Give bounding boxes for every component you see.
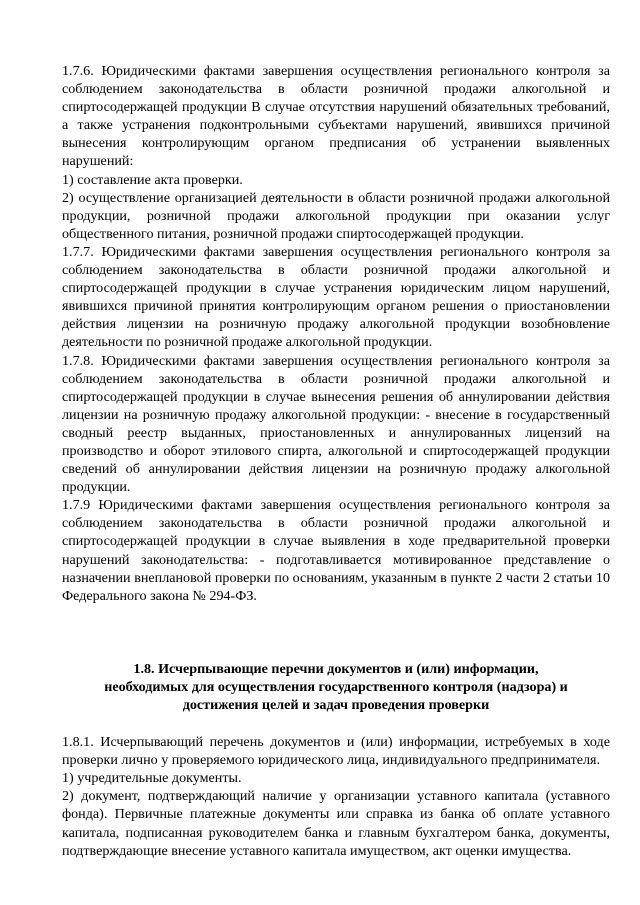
paragraph-1-7-6: 1.7.6. Юридическими фактами завершения осуществления регионального контроля за соблюдением законодательства в области розничной продажи алкогольной и спиртосодержащей продукции В случае отсутствия нарушений обязательных требований, а также устранения подконтрольными субъектами нарушений, явившихся причиной вынесения контролирующим органом предписания об устранении выявленных нарушений: <box>62 63 610 170</box>
heading-line-1: 1.8. Исчерпывающие перечни документов и (или) информации, <box>133 660 539 677</box>
paragraph-1-8-1: 1.8.1. Исчерпывающий перечень документов и (или) информации, истребуемых в ходе проверки лично у проверяемого юридического лица, индивидуального предпринимателя. <box>62 734 610 769</box>
list-item-capital-docs: 2) документ, подтверждающий наличие у организации уставного капитала (уставного фонда). Первичные платежные документы или справка из банка об оплате уставного капитала, подписанная руководителем банка и главным бухгалтером банка, документы, подтверждающие внесение уставного капитала имуществом, акт оценки имущества. <box>62 788 610 859</box>
heading-line-3: достижения целей и задач проведения проверки <box>182 697 490 713</box>
list-item-founding-docs: 1) учредительные документы. <box>62 770 242 787</box>
paragraph-1-7-8: 1.7.8. Юридическими фактами завершения осуществления регионального контроля за соблюдением законодательства в области розничной продажи алкогольной и спиртосодержащей продукции в случае вынесения решения об аннулировании действия лицензии на розничную продажу алкогольной продукции: - внесение в государственный сводный реестр выданных, приостановленных и аннулированных лицензий на производство и оборот этилового спирта, алкогольной и спиртосодержащей продукции сведений об аннулировании действия лицензии на розничную продажу алкогольной продукции. <box>62 352 610 496</box>
list-item-2: 2) осуществление организацией деятельности в области розничной продажи алкогольной продукции, розничной продажи алкогольной продукции при оказании услуг общественного питания, розничной продажи спиртосодержащей продукции. <box>62 189 610 242</box>
heading-line-2: необходимых для осуществления государственного контроля (надзора) и <box>104 678 568 695</box>
list-item-1: 1) составление акта проверки. <box>62 171 243 188</box>
section-heading-1-8 <box>62 660 610 714</box>
document-page <box>62 62 610 860</box>
paragraph-1-7-7: 1.7.7. Юридическими фактами завершения осуществления регионального контроля за соблюдением законодательства в области розничной продажи алкогольной и спиртосодержащей продукции в случае устранения юридическим лицом нарушений, явившихся причиной принятия контролирующим органом решения о приостановлении действия лицензии на розничную продажу алкогольной продукции возобновление деятельности по розничной продаже алкогольной продукции. <box>62 243 610 351</box>
paragraph-1-7-9: 1.7.9 Юридическими фактами завершения осуществления регионального контроля за соблюдением законодательства в области розничной продажи алкогольной и спиртосодержащей продукции в случае выявления в ходе предварительной проверки нарушений законодательства: - подготавливается мотивированное представление о назначении внеплановой проверки по основаниям, указанным в пункте 2 части 2 статьи 10 Федерального закона № 294-ФЗ. <box>62 497 610 604</box>
